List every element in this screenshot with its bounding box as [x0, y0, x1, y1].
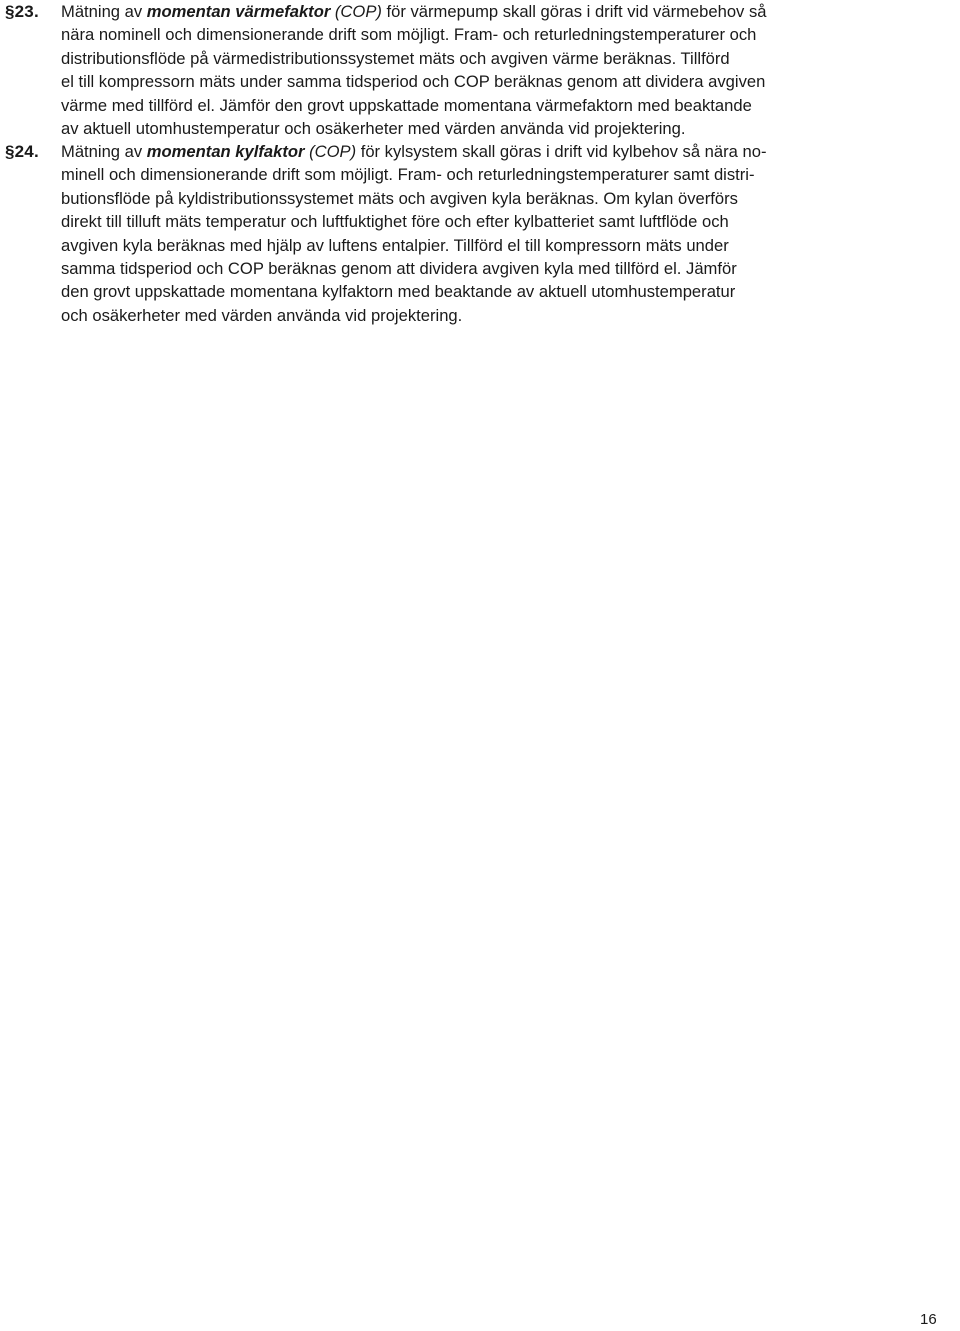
text-run: Mätning av: [61, 142, 147, 161]
defined-term: momentan kylfaktor: [146, 142, 305, 161]
text-line: och osäkerheter med värden använda vid projektering.: [61, 305, 463, 325]
section-body: [61, 0, 941, 140]
abbreviation: (COP): [304, 142, 357, 161]
text-line: distributionsflöde på värmedistributionssystemet mäts och avgiven värme beräknas. Tillförd: [61, 48, 730, 68]
text-run: för kylsystem skall göras i drift vid kylbehov så nära no-: [356, 142, 767, 161]
page-number: 16: [920, 1311, 937, 1328]
defined-term: momentan värmefaktor: [146, 2, 331, 21]
text-line: den grovt uppskattade momentana kylfaktorn med beaktande av aktuell utomhustemperatur: [61, 282, 736, 302]
text-line: direkt till tilluft mäts temperatur och luftfuktighet före och efter kylbatteriet samt luftflöde och: [61, 212, 729, 232]
text-line: [61, 140, 941, 163]
text-line: värme med tillförd el. Jämför den grovt uppskattade momentana värmefaktorn med beaktande: [61, 95, 752, 115]
section-number: §23.: [5, 2, 39, 21]
text-line: minell och dimensionerande drift som möjligt. Fram- och returledningstemperaturer samt distri-: [61, 165, 755, 185]
text-line: [61, 0, 941, 23]
text-line: av aktuell utomhustemperatur och osäkerheter med värden använda vid projektering.: [61, 118, 686, 138]
section-body: [61, 140, 941, 327]
text-line: butionsflöde på kyldistributionssystemet mäts och avgiven kyla beräknas. Om kylan överförs: [61, 188, 738, 208]
text-line: samma tidsperiod och COP beräknas genom att dividera avgiven kyla med tillförd el. Jämför: [61, 258, 737, 278]
abbreviation: (COP): [330, 2, 382, 21]
text-run: Mätning av: [61, 2, 147, 21]
text-line: avgiven kyla beräknas med hjälp av luftens entalpier. Tillförd el till kompressorn mäts under: [61, 235, 729, 255]
text-line: nära nominell och dimensionerande drift som möjligt. Fram- och returledningstemperaturer och: [61, 25, 757, 45]
text-run: för värmepump skall göras i drift vid värmebehov så: [381, 2, 767, 21]
text-line: el till kompressorn mäts under samma tidsperiod och COP beräknas genom att dividera avgiven: [61, 72, 766, 92]
section-number: §24.: [5, 142, 39, 161]
